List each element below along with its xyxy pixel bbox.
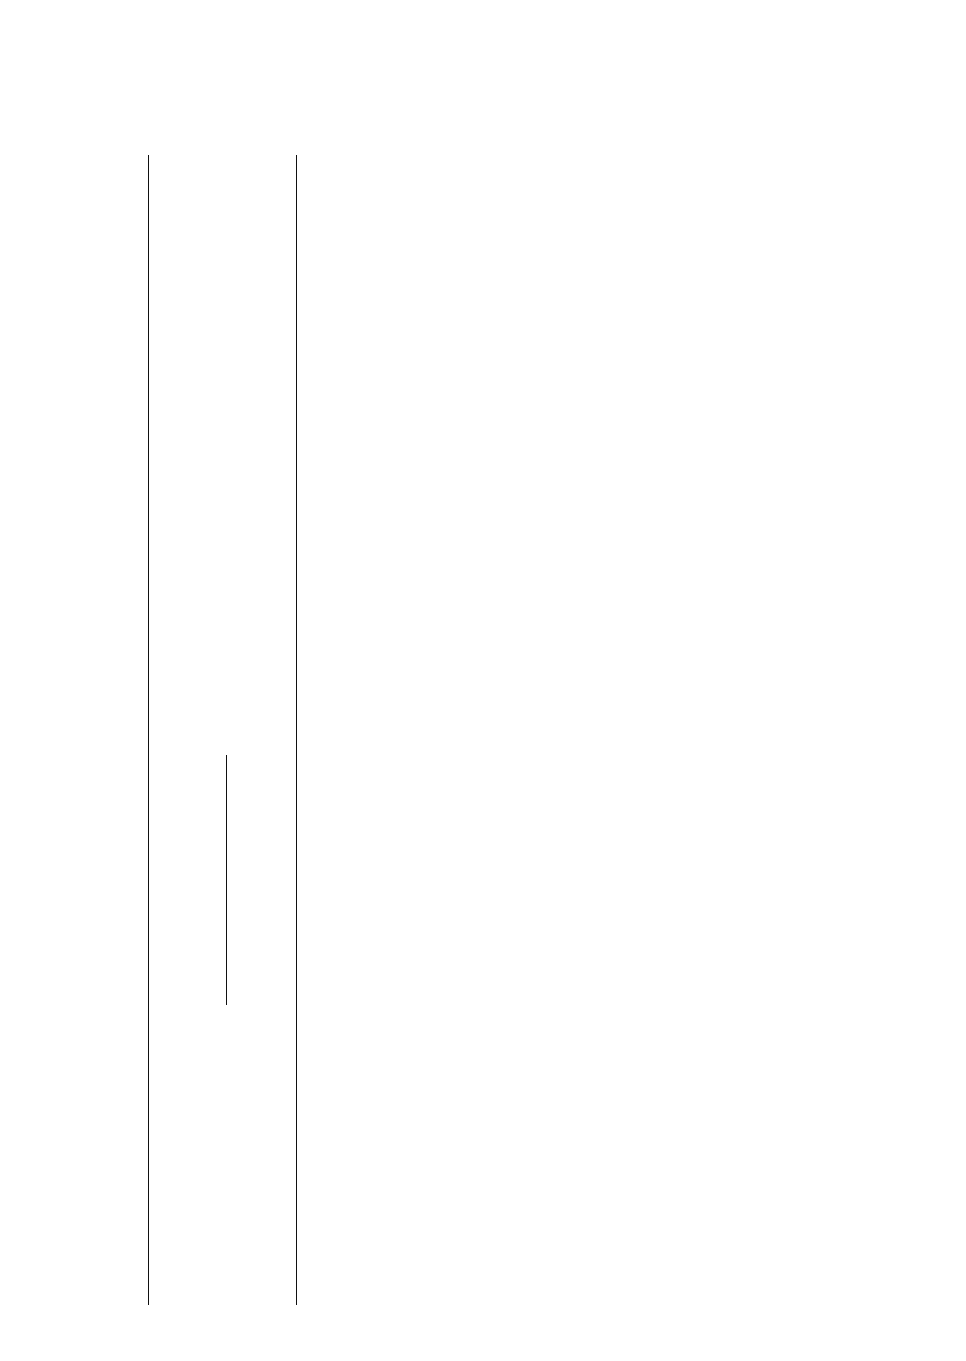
top-rule <box>148 155 149 1305</box>
rotated-table-page <box>80 45 880 1305</box>
group-rule-prices <box>226 755 227 1005</box>
header-bottom-rule <box>296 155 297 1305</box>
